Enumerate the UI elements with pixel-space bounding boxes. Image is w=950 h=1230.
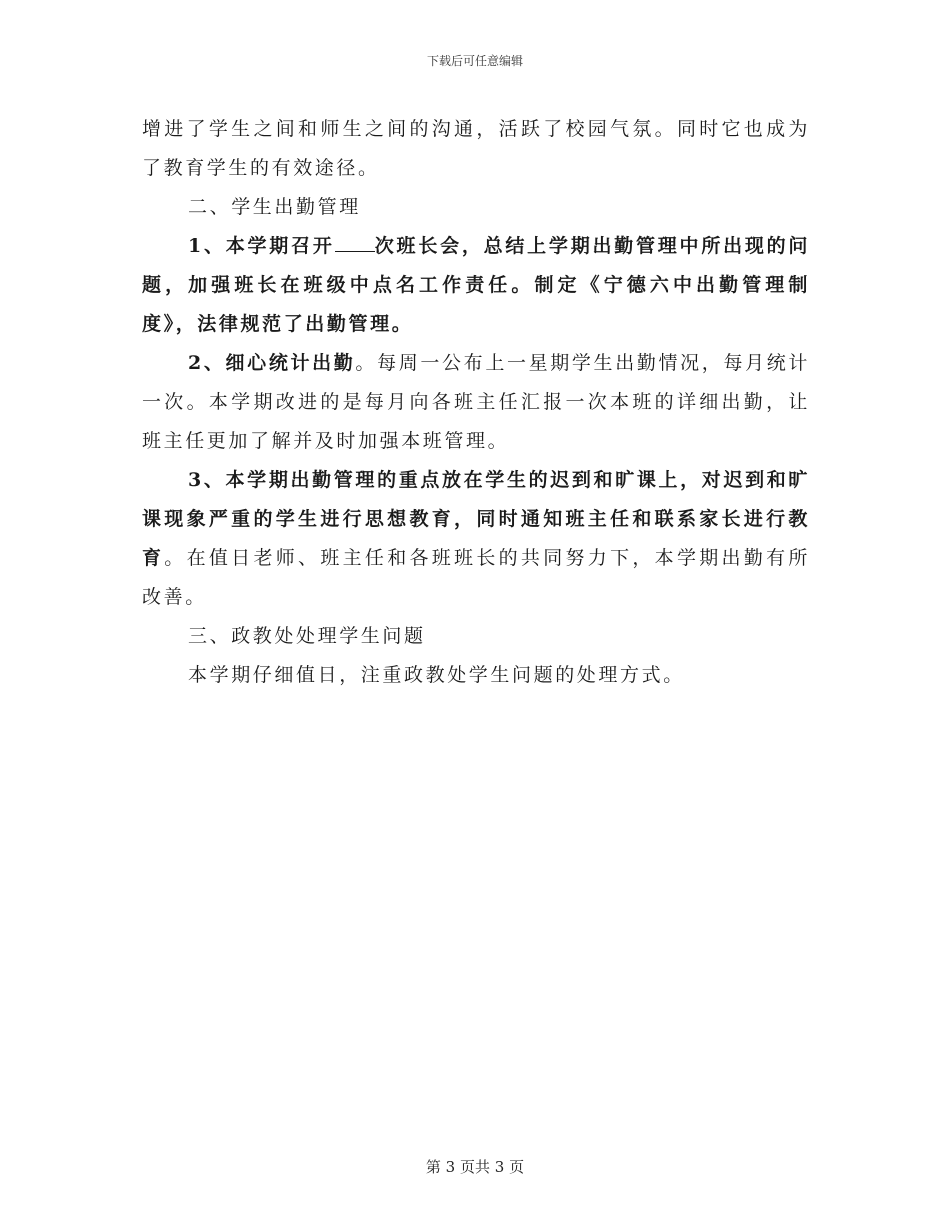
item-1-text-end: 次班长会，总结上学期出勤管理中所出现的问题，加强班长在班级中点名工作责任。制定《宁德六中出勤管理制度》，法律规范了出勤管理。 bbox=[142, 235, 810, 335]
paragraph-final: 本学期仔细值日，注重政教处学生问题的处理方式。 bbox=[188, 664, 685, 686]
page-header: 下载后可任意编辑 bbox=[426, 54, 523, 68]
paragraph-item-3 bbox=[142, 461, 810, 617]
section-heading-discipline: 三、政教处处理学生问题 bbox=[188, 625, 426, 647]
item-3-lead: 3、本学期出勤管理的重点放在学生的迟到和旷课上，对迟到和旷课现象严重的学生进行思想教育，同时通知班主任和联系家长进行教育 bbox=[142, 469, 810, 569]
section-heading-attendance: 二、学生出勤管理 bbox=[188, 196, 361, 218]
paragraph-intro: 增进了学生之间和师生之间的沟通，活跃了校园气氛。同时它也成为了教育学生的有效途径。 bbox=[142, 118, 810, 179]
fill-in-blank bbox=[335, 233, 375, 252]
page-number: 第 3 页共 3 页 bbox=[425, 1158, 525, 1176]
paragraph-item-2 bbox=[142, 344, 810, 461]
item-2-body: 。每周一公布上一星期学生出勤情况，每月统计一次。本学期改进的是每月向各班主任汇报一次本班的详细出勤，让班主任更加了解并及时加强本班管理。 bbox=[142, 352, 810, 452]
paragraph-item-1 bbox=[142, 227, 810, 344]
item-2-lead: 2、细心统计出勤 bbox=[188, 352, 356, 374]
document-body bbox=[142, 110, 810, 695]
item-3-body: 。在值日老师、班主任和各班班长的共同努力下，本学期出勤有所改善。 bbox=[142, 547, 810, 608]
item-1-text-start: 1、本学期召开 bbox=[188, 235, 335, 257]
